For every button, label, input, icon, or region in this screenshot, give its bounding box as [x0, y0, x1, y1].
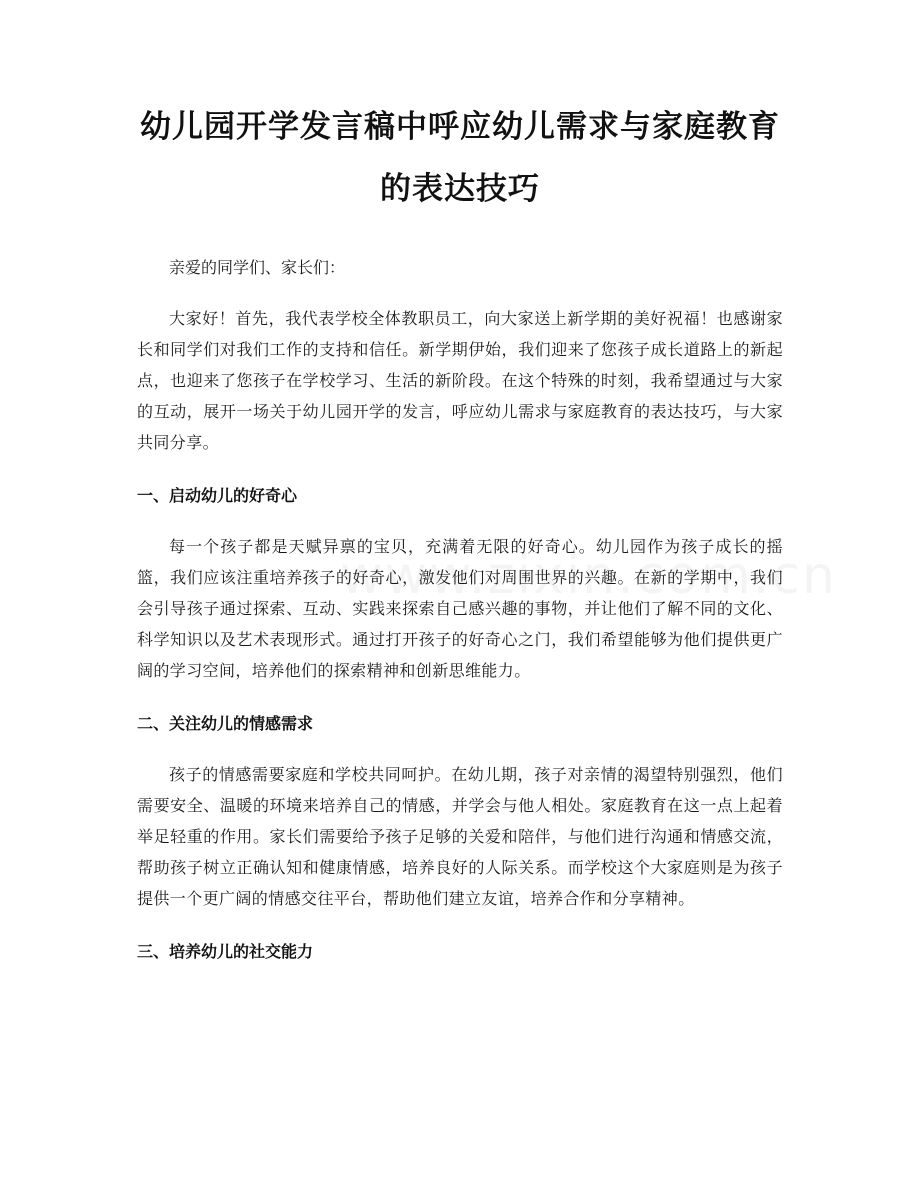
section-body-emotion: 孩子的情感需要家庭和学校共同呵护。在幼儿期，孩子对亲情的渴望特别强烈，他们需要安全、温暖的环境来培养自己的情感，并学会与他人相处。家庭教育在这一点上起着举足轻重的作用。家长们需要给予孩子足够的关爱和陪伴，与他们进行沟通和情感交流，帮助孩子树立正确认知和健康情感，培养良好的人际关系。而学校这个大家庭则是为孩子提供一个更广阔的情感交往平台，帮助他们建立友谊，培养合作和分享精神。: [137, 765, 783, 908]
section-body-curiosity: 每一个孩子都是天赋异禀的宝贝，充满着无限的好奇心。幼儿园作为孩子成长的摇篮，我们应该注重培养孩子的好奇心，激发他们对周围世界的兴趣。在新的学期中，我们会引导孩子通过探索、互动、实践来探索自己感兴趣的事物，并让他们了解不同的文化、科学知识以及艺术表现形式。通过打开孩子的好奇心之门，我们希望能够为他们提供更广阔的学习空间，培养他们的探索精神和创新思维能力。: [137, 537, 783, 680]
salutation: 亲爱的同学们、家长们：: [169, 258, 346, 277]
section-heading-social: 三、培养幼儿的社交能力: [137, 942, 314, 961]
section-heading-emotion: 二、关注幼儿的情感需求: [137, 714, 314, 733]
document-title: 幼儿园开学发言稿中呼应幼儿需求与家庭教育的表达技巧: [140, 109, 780, 207]
section-heading-curiosity: 一、启动幼儿的好奇心: [137, 486, 298, 505]
intro-paragraph: 大家好！首先，我代表学校全体教职员工，向大家送上新学期的美好祝福！也感谢家长和同学们对我们工作的支持和信任。新学期伊始，我们迎来了您孩子成长道路上的新起点，也迎来了您孩子在学校学习、生活的新阶段。在这个特殊的时刻，我希望通过与大家的互动，展开一场关于幼儿园开学的发言，呼应幼儿需求与家庭教育的表达技巧，与大家共同分享。: [137, 309, 783, 452]
